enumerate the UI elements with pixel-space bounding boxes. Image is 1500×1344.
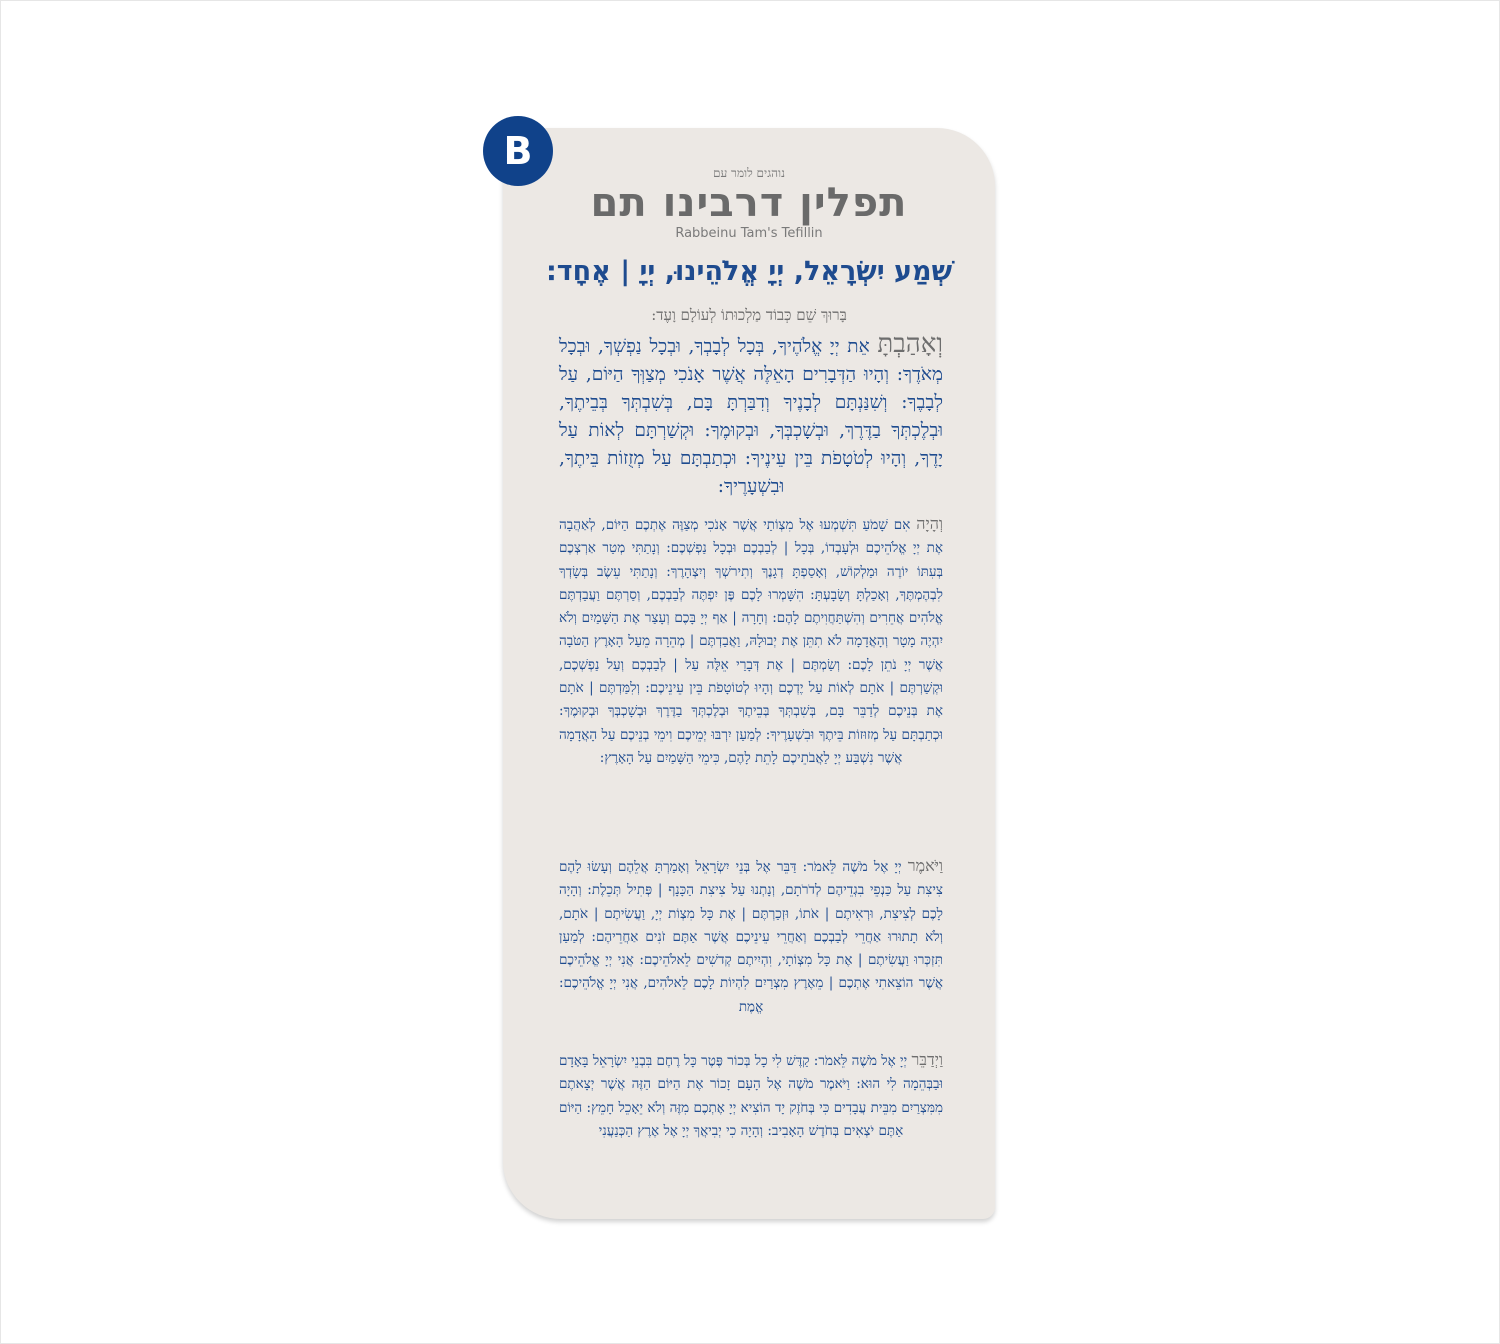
card-title: תפלין דרבינו תם xyxy=(590,180,908,226)
card-subtitle: Rabbeinu Tam's Tefillin xyxy=(675,226,823,241)
paragraph-lead-word: וְאָהַבְתָּ xyxy=(877,329,943,359)
paragraph-vayomer xyxy=(559,854,943,1019)
prayer-card xyxy=(503,128,995,1219)
paragraph-text: יְיָ אֶל מֹשֶׁה לֵּאמֹר: דַּבֵּר אֶל בְּנֵי יִשְׂרָאֵל וְאָמַרְתָּ אֲלֵהֶם וְעָשׂוּ לָהֶם צִיצִת עַל כַּנְפֵי בִגְדֵיהֶם לְדֹרֹתָם, וְנָתְנוּ עַל צִיצִת הַכָּנָף | פְּתִיל תְּכֵלֶת: וְהָיָה לָכֶם לְצִיצִת, וּרְאִיתֶם | אֹתוֹ, וּזְכַרְתֶּם | אֶת כָּל מִצְוֹת יְיָ, וַעֲשִׂיתֶם | אֹתָם, וְלֹא תָתוּרוּ אַחֲרֵי לְבַבְכֶם וְאַחֲרֵי עֵינֵיכֶם אֲשֶׁר אַתֶּם זֹנִים אַחֲרֵיהֶם: לְמַעַן תִּזְכְּרוּ וַעֲשִׂיתֶם | אֶת כָּל מִצְוֹתָי, וִהְיִיתֶם קְדשִׁים לֵאלֹהֵיכֶם: אֲנִי יְיָ אֱלֹהֵיכֶם אֲשֶׁר הוֹצֵאתִי אֶתְכֶם | מֵאֶרֶץ מִצְרַיִם לִהְיוֹת לָכֶם לֵאלֹהִים, אֲנִי יְיָ אֱלֹהֵיכֶם: אֱמֶת xyxy=(559,859,943,1015)
paragraph-vaydaber xyxy=(559,1048,943,1143)
paragraph-lead-word: וַיְדַבֵּר xyxy=(911,1050,943,1069)
card-pretitle: נוהגים לומר עם xyxy=(712,166,786,180)
paragraph-text: יְיָ אֶל מֹשֶׁה לֵּאמֹר: קַדֶּשׁ לִי כָל בְּכוֹר פֶּטֶר כָּל רֶחֶם בִּבְנֵי יִשְׂרָאֵל בָּאָדָם וּבַבְּהֵמָה לִי הוּא: וַיֹּאמֶר מֹשֶׁה אֶל הָעָם זָכוֹר אֶת הַיּוֹם הַזֶּה אֲשֶׁר יְצָאתֶם מִמִּצְרַיִם מִבֵּית עֲבָדִים כִּי בְּחֹזֶק יָד הוֹצִיא יְיָ אֶתְכֶם מִזֶּה וְלֹא יֵאָכֵל חָמֵץ: הַיּוֹם אַתֶּם יֹצְאִים בְּחֹדֶשׁ הָאָבִיב: וְהָיָה כִי יְבִיאֲךָ יְיָ אֶל אֶרֶץ הַכְּנַעֲנִי xyxy=(559,1053,943,1139)
paragraph-text: אִם שָׁמֹעַ תִּשְׁמְעוּ אֶל מִצְוֹתַי אֲשֶׁר אָנֹכִי מְצַוֶּה אֶתְכֶם הַיּוֹם, לְאַהֲבָה אֶת יְיָ אֱלֹהֵיכֶם וּלְעָבְדוֹ, בְּכָל | לְבַבְכֶם וּבְכָל נַפְשְׁכֶם: וְנָתַתִּי מְטַר אַרְצְכֶם בְּעִתּוֹ יוֹרֶה וּמַלְקוֹשׁ, וְאָסַפְתָּ דְגָנֶךָ וְתִירשְׁךָ וְיִצְהָרֶךָ: וְנָתַתִּי עֵשֶׂב בְּשָׂדְךָ לִבְהֶמְתֶּךָ, וְאָכַלְתָּ וְשָׂבָעְתָּ: הִשָּׁמְרוּ לָכֶם פֶּן יִפְתֶּה לְבַבְכֶם, וְסַרְתֶּם וַעֲבַדְתֶּם אֱלֹהִים אֲחֵרִים וְהִשְׁתַּחֲוִיתֶם לָהֶם: וְחָרָה | אַף יְיָ בָּכֶם וְעָצַר אֶת הַשָּׁמַיִם וְלֹא יִהְיֶה מָטָר וְהָאֲדָמָה לֹא תִתֵּן אֶת יְבוּלָהּ, וַאֲבַדְתֶּם | מְהֵרָה מֵעַל הָאָרֶץ הַטֹּבָה אֲשֶׁר יְיָ נֹתֵן לָכֶם: וְשַׂמְתֶּם | אֶת דְּבָרַי אֵלֶּה עַל | לְבַבְכֶם וְעַל נַפְשְׁכֶם, וּקְשַׁרְתֶּם | אֹתָם לְאוֹת עַל יֶדְכֶם וְהָיוּ לְטוֹטָפֹת בֵּין עֵינֵיכֶם: וְלִמַּדְתֶּם | אֹתָם אֶת בְּנֵיכֶם לְדַבֵּר בָּם, בְּשִׁבְתְּךָ בְּבֵיתֶךָ וּבְלֶכְתְּךָ בַדֶּרֶךְ וּבְשָׁכְבְּךָ וּבְקוּמֶךָ: וּכְתַבְתָּם עַל מְזוּזוֹת בֵּיתֶךָ וּבִשְׁעָרֶיךָ: לְמַעַן יִרְבּוּ יְמֵיכֶם וִימֵי בְנֵיכֶם עַל הָאֲדָמָה אֲשֶׁר נִשְׁבַּע יְיָ לַאֲבֹתֵיכֶם לָתֵת לָהֶם, כִּימֵי הַשָּׁמַיִם עַל הָאָרֶץ: xyxy=(559,517,943,766)
paragraph-veahavta xyxy=(559,330,943,501)
paragraph-vehaya xyxy=(559,512,943,770)
paragraph-text: אֵת יְיָ אֱלֹהֶיךָ, בְּכָל לְבָבְךָ, וּבְכָל נַפְשְׁךָ, וּבְכָל מְאֹדֶךָ: וְהָיוּ הַדְּבָרִים הָאֵלֶּה אֲשֶׁר אָנֹכִי מְצַוְּךָ הַיּוֹם, עַל לְבָבֶךָ: וְשִׁנַּנְתָּם לְבָנֶיךָ וְדִבַּרְתָּ בָּם, בְּשִׁבְתְּךָ בְּבֵיתֶךָ, וּבְלֶכְתְּךָ בַדֶּרֶךְ, וּבְשָׁכְבְּךָ, וּבְקוּמֶךָ: וּקְשַׁרְתָּם לְאוֹת עַל יָדֶךָ, וְהָיוּ לְטֹטָפֹת בֵּין עֵינֶיךָ: וּכְתַבְתָּם עַל מְזֻזוֹת בֵּיתֶךָ, וּבִשְׁעָרֶיךָ: xyxy=(559,336,943,497)
baruch-shem-line: בָּרוּךְ שֵׁם כְּבוֹד מַלְכוּתוֹ לְעוֹלָם וָעֶד: xyxy=(651,306,847,324)
paragraph-lead-word: וְהָיָה xyxy=(916,514,943,533)
badge-label: B xyxy=(503,129,533,173)
shema-verse: שְׁמַע יִשְׂרָאֵל, יְיָ אֱלֹהֵינוּ, יְיָ | אֶחָד: xyxy=(545,256,953,287)
variant-badge xyxy=(483,116,553,186)
paragraph-lead-word: וַיֹּאמֶר xyxy=(907,856,943,875)
